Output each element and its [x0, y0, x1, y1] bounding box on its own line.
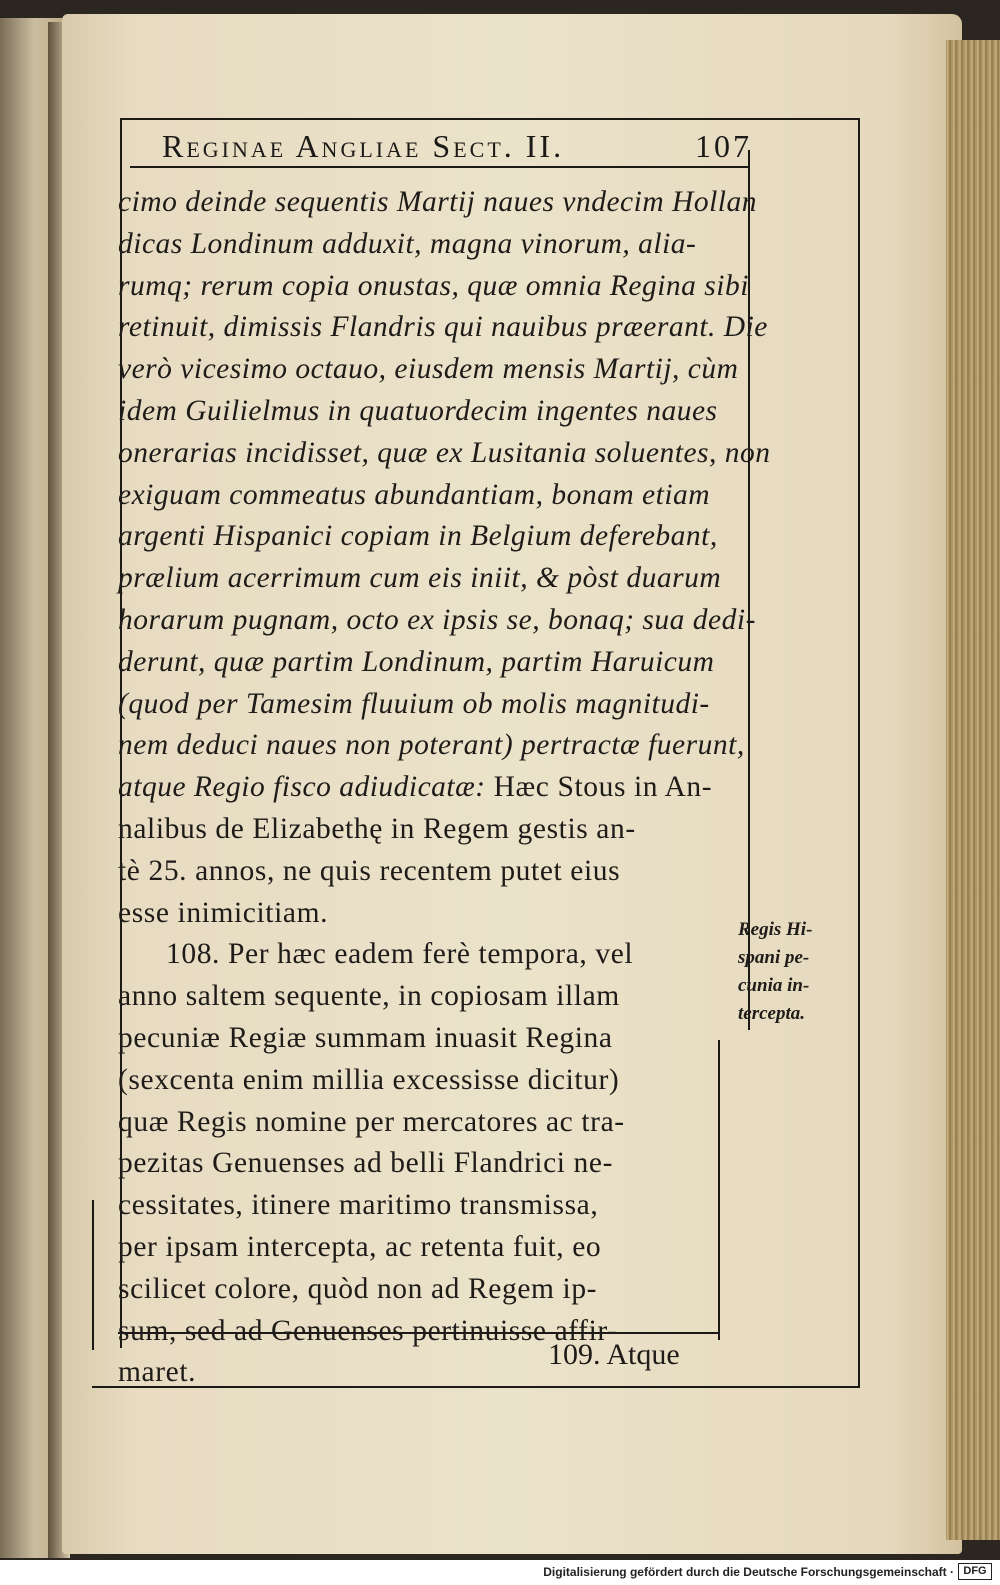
text-line-content: (quod per Tamesim fluuium ob molis magnitudi- — [118, 687, 710, 720]
catchword: 109. Atque — [548, 1338, 680, 1371]
text-line — [118, 767, 748, 809]
text-line — [118, 684, 748, 726]
text-line — [118, 1185, 748, 1227]
running-title: Reginae Angliae Sect. II. — [162, 128, 565, 164]
header-rule — [122, 118, 860, 120]
frame-right-rule — [858, 118, 860, 1388]
text-line — [118, 1060, 748, 1102]
text-line-content: 108. Per hæc eadem ferè tempora, vel — [166, 938, 634, 971]
margin-note-line: Regis Hi- — [738, 919, 813, 940]
text-line-content: nem deduci naues non poterant) pertractæ fuerunt, — [118, 729, 745, 762]
text-line-content: rumq; rerum copia onustas, quæ omnia Regina sibi — [118, 269, 749, 302]
text-line-content: onerarias incidisset, quæ ex Lusitania soluentes, non — [118, 436, 771, 469]
dfg-logo: DFG — [958, 1563, 992, 1580]
text-line — [118, 433, 771, 475]
text-line-content: exiguam commeatus abundantiam, bonam etiam — [118, 478, 711, 511]
text-line-content: prælium acerrimum cum eis iniit, & pòst duarum — [118, 562, 722, 595]
text-line-content: atque Regio fisco adiudicatæ: — [118, 771, 486, 804]
text-line-content: cimo deinde sequentis Martij naues vndecim Hollan — [118, 186, 757, 218]
text-line — [118, 600, 756, 642]
margin-note-line: cunia in- — [738, 975, 810, 996]
margin-note-line: spani pe- — [738, 947, 810, 968]
text-line-content: quæ Regis nomine per mercatores ac tra- — [118, 1105, 625, 1138]
text-line — [118, 1018, 748, 1060]
text-line — [118, 642, 748, 684]
margin-note-line: tercepta. — [738, 1003, 806, 1024]
text-line — [118, 976, 748, 1018]
text-line — [118, 558, 748, 600]
funding-credit: Digitalisierung gefördert durch die Deutsche Forschungsgemeinschaft · — [543, 1565, 954, 1579]
text-line-content: dicas Londinum adduxit, magna vinorum, alia- — [118, 227, 697, 260]
text-line-content: nalibus de Elizabethę in Regem gestis an- — [118, 812, 636, 845]
text-line-content: verò vicesimo octauo, eiusdem mensis Martij, cùm — [118, 353, 739, 386]
text-line-content: sum, sed ad Genuenses pertinuisse affir- — [118, 1314, 618, 1347]
text-line-content: esse inimicitiam. — [118, 896, 329, 929]
text-line — [118, 475, 748, 517]
text-line — [118, 391, 748, 433]
text-line — [118, 851, 748, 893]
text-line — [118, 934, 748, 976]
text-line-content: maret. — [118, 1356, 197, 1389]
text-line-continuation: Hæc Stous in An- — [485, 771, 713, 804]
page-number: 107 — [695, 128, 752, 164]
frame-left-outer-rule — [92, 1200, 94, 1350]
text-line-content: (sexcenta enim millia excessisse dicitur) — [118, 1063, 620, 1096]
margin-note — [738, 916, 848, 1028]
text-line-content: scilicet colore, quòd non ad Regem ip- — [118, 1272, 598, 1305]
text-line — [118, 725, 748, 767]
text-line-content: derunt, quæ partim Londinum, partim Haruicum — [118, 645, 715, 678]
text-line-content: cessitates, itinere maritimo transmissa, — [118, 1189, 599, 1222]
text-line — [118, 1102, 748, 1144]
text-line-content: pezitas Genuenses ad belli Flandrici ne- — [118, 1147, 614, 1180]
page-edges — [946, 40, 1000, 1540]
text-line — [118, 182, 757, 224]
text-line-content: retinuit, dimissis Flandris qui nauibus præerant. Die — [118, 311, 768, 344]
text-line — [118, 1227, 748, 1269]
text-line — [118, 1143, 748, 1185]
text-line-content: idem Guilielmus in quatuordecim ingentes naues — [118, 394, 718, 427]
text-line — [118, 516, 748, 558]
text-line — [118, 893, 748, 935]
body-text — [118, 182, 771, 1394]
text-line-content: per ipsam intercepta, ac retenta fuit, eo — [118, 1230, 602, 1263]
text-line — [118, 349, 748, 391]
text-line-content: anno saltem sequente, in copiosam illam — [118, 980, 620, 1013]
text-line-content: argenti Hispanici copiam in Belgium deferebant, — [118, 520, 718, 553]
text-line — [118, 1269, 748, 1311]
text-line-content: pecuniæ Regiæ summam inuasit Regina — [118, 1021, 613, 1054]
text-line — [118, 307, 768, 349]
text-line-content: tè 25. annos, ne quis recentem putet eius — [118, 854, 621, 887]
text-line-content: horarum pugnam, octo ex ipsis se, bonaq; sua dedi- — [118, 603, 756, 636]
text-line — [118, 809, 748, 851]
text-line — [118, 266, 748, 308]
text-line — [118, 224, 748, 266]
running-header — [162, 128, 752, 174]
